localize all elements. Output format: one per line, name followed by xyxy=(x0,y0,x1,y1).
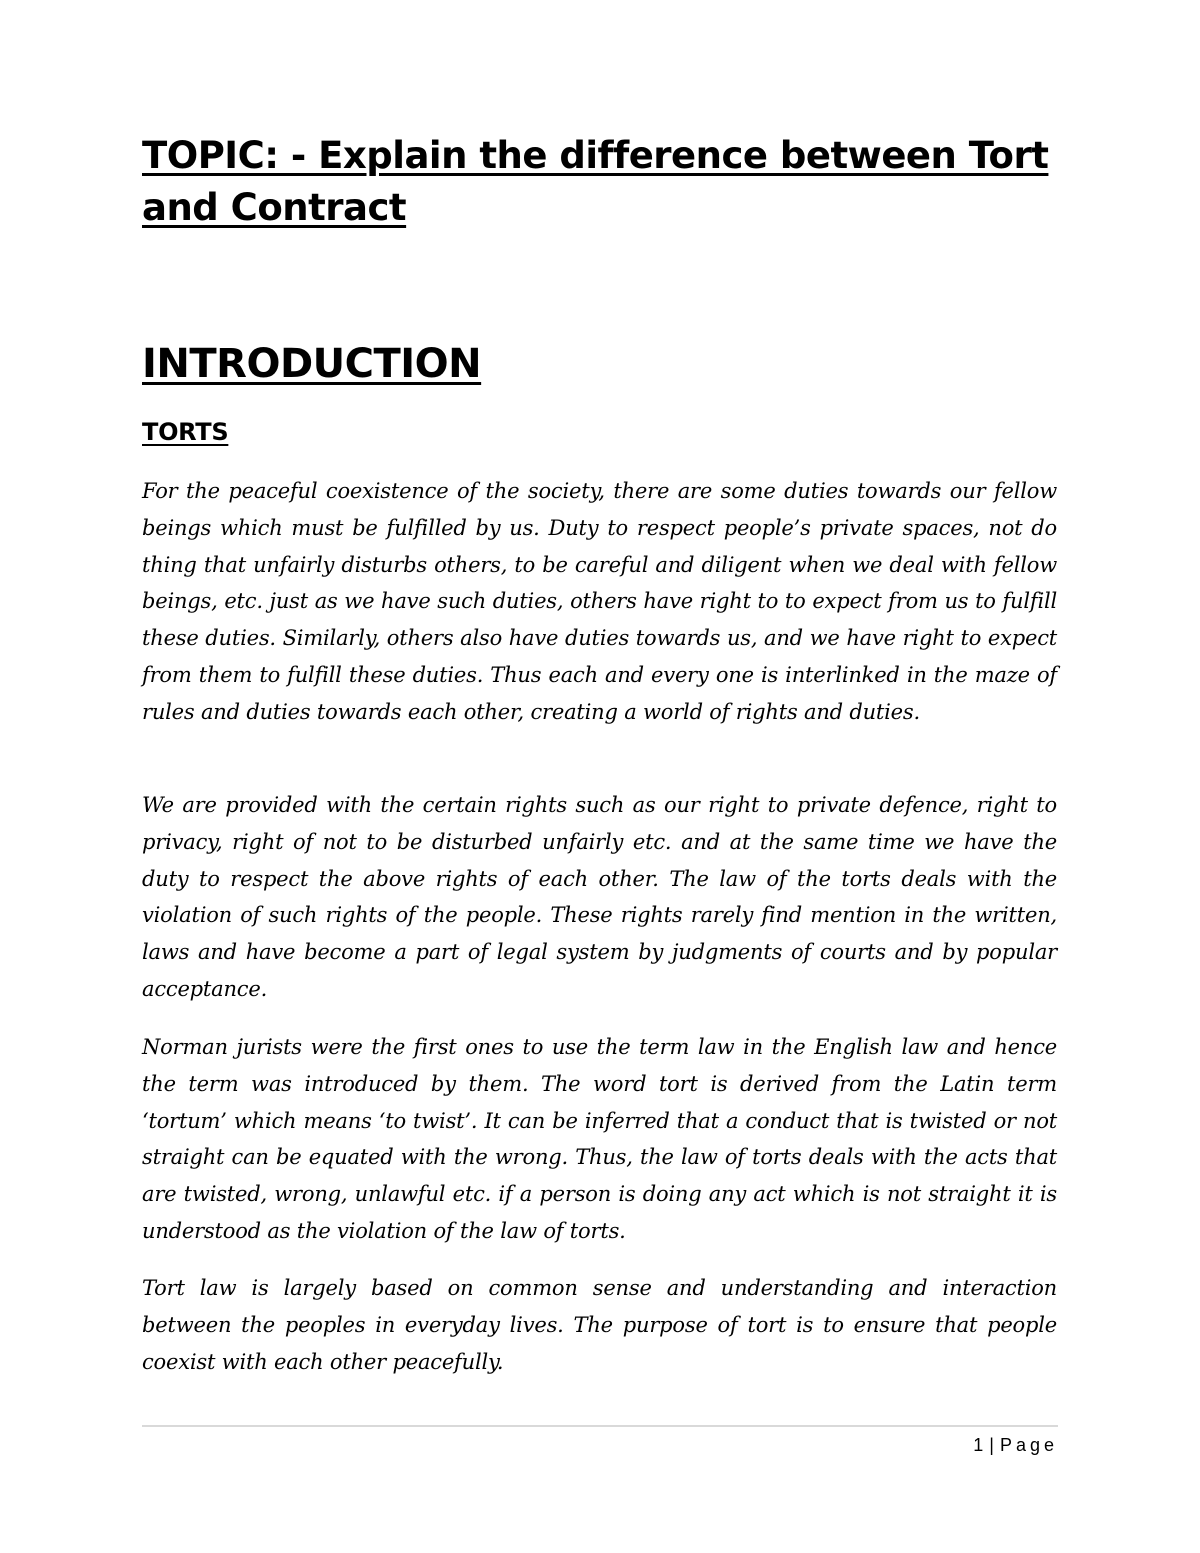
paragraph-1: For the peaceful coexistence of the society, there are some duties towards our fellow beings which must be fulfilled by us. Duty to respect people’s private spaces, not do thing that unfairly disturbs others, to be careful and diligent when we deal with fellow beings, etc. just as we have such duties, others have right to to expect from us to fulfill these duties. Similarly, others also have duties towards us, and we have right to expect from them to fulfill these duties. Thus each and every one is interlinked in the maze of rules and duties towards each other, creating a world of rights and duties. xyxy=(142,479,1057,724)
paragraph-4: Tort law is largely based on common sense and understanding and interaction between the peoples in everyday lives. The purpose of tort is to ensure that people coexist with each other peacefully. xyxy=(142,1276,1057,1374)
section-heading-introduction: INTRODUCTION xyxy=(142,341,482,387)
document-title: TOPIC: - Explain the difference between Tort and Contract xyxy=(142,134,1049,229)
page-label: Page xyxy=(999,1435,1058,1455)
page-footer xyxy=(973,1432,1058,1458)
paragraph-3: Norman jurists were the first ones to use the term law in the English law and hence the term was introduced by them. The word tort is derived from the Latin term ‘tortum’ which means ‘to twist’. It can be inferred that a conduct that is twisted or not straight can be equated with the wrong. Thus, the law of torts deals with the acts that are twisted, wrong, unlawful etc. if a person is doing any act which is not straight it is understood as the violation of the law of torts. xyxy=(142,1035,1057,1243)
subsection-heading-torts: TORTS xyxy=(142,418,229,446)
page-number: 1 xyxy=(973,1435,984,1455)
footer-separator: | xyxy=(989,1435,994,1455)
footer-divider xyxy=(142,1425,1058,1427)
paragraph-2: We are provided with the certain rights such as our right to private defence, right to privacy, right of not to be disturbed unfairly etc. and at the same time we have the duty to respect the above rights of each other. The law of the torts deals with the violation of such rights of the people. These rights rarely find mention in the written, laws and have become a part of legal system by judgments of courts and by popular acceptance. xyxy=(142,793,1057,1001)
